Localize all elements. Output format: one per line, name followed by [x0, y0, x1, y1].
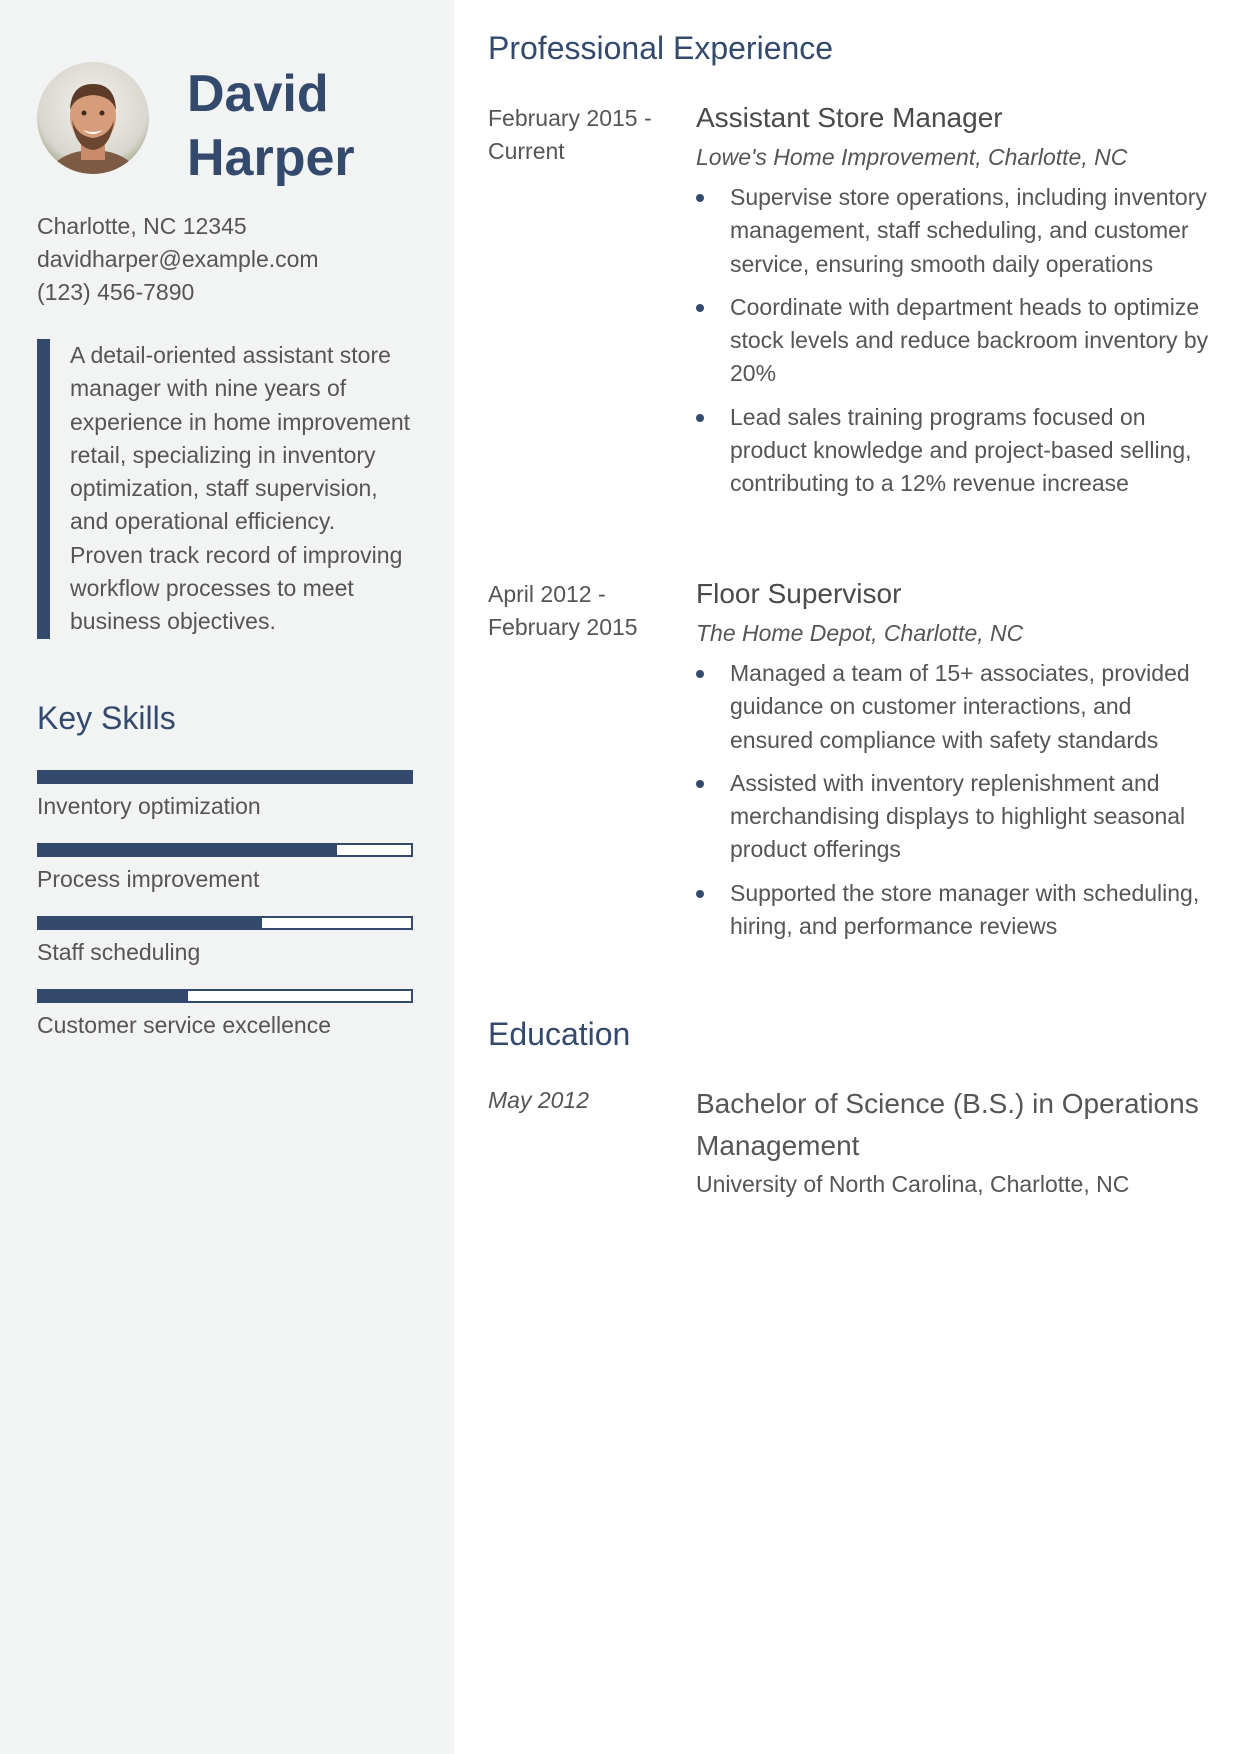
main-content: [454, 0, 1239, 1754]
education-body: [696, 1083, 1216, 1198]
first-name: David: [187, 65, 329, 123]
skill-item: [37, 843, 413, 916]
email[interactable]: davidharper@example.com: [37, 246, 319, 272]
profile-photo-icon: [37, 62, 149, 174]
skill-item: [37, 770, 413, 843]
job-bullet: Lead sales training programs focused on product knowledge and project-based selling, contributing to a 12% revenue increase: [696, 401, 1216, 501]
skill-label: Process improvement: [37, 866, 260, 892]
avatar: [37, 62, 149, 174]
job-bullets: [696, 181, 1216, 501]
education-date: May 2012: [488, 1087, 590, 1113]
address: Charlotte, NC 12345: [37, 213, 247, 239]
last-name: Harper: [187, 129, 355, 187]
job-title: Floor Supervisor: [696, 578, 902, 609]
job-body: [696, 102, 1216, 511]
skill-item: [37, 989, 413, 1062]
job-date: April 2012 - February 2015: [488, 581, 638, 640]
job-bullets: [696, 657, 1216, 943]
job-bullet: Managed a team of 15+ associates, provided guidance on customer interactions, and ensured compliance with safety standards: [696, 657, 1216, 757]
phone[interactable]: (123) 456-7890: [37, 279, 195, 305]
job-bullet: Supported the store manager with scheduling, hiring, and performance reviews: [696, 877, 1216, 944]
contact-info: [37, 210, 319, 309]
skill-bar-fill: [39, 845, 337, 855]
school: University of North Carolina, Charlotte, NC: [696, 1171, 1130, 1197]
skill-bar: [37, 843, 413, 857]
degree: Bachelor of Science (B.S.) in Operations Management: [696, 1088, 1199, 1161]
job-company: The Home Depot, Charlotte, NC: [696, 620, 1024, 646]
skill-label: Customer service excellence: [37, 1012, 332, 1038]
skill-bar-fill: [39, 918, 262, 928]
skills-list: [37, 770, 413, 1062]
sidebar: [0, 0, 454, 1754]
job-date: February 2015 - Current: [488, 105, 652, 164]
skill-item: [37, 916, 413, 989]
skill-label: Inventory optimization: [37, 793, 261, 819]
job-company: Lowe's Home Improvement, Charlotte, NC: [696, 144, 1128, 170]
skill-bar: [37, 770, 413, 784]
skill-label: Staff scheduling: [37, 939, 201, 965]
job-bullet: Supervise store operations, including inventory management, staff scheduling, and customer service, ensuring smooth daily operations: [696, 181, 1216, 281]
candidate-name: [187, 62, 437, 190]
job-bullet: Assisted with inventory replenishment and merchandising displays to highlight seasonal product offerings: [696, 767, 1216, 867]
skills-heading: Key Skills: [37, 700, 176, 736]
job-body: [696, 578, 1216, 953]
job-bullet: Coordinate with department heads to optimize stock levels and reduce backroom inventory by 20%: [696, 291, 1216, 391]
skill-bar: [37, 989, 413, 1003]
experience-heading: Professional Experience: [488, 30, 834, 66]
profile-summary: A detail-oriented assistant store manager with nine years of experience in home improvement retail, specializing in inventory optimization, staff supervision, and operational efficiency. Proven track record of improving workflow processes to meet business objectives.: [37, 339, 413, 639]
job-title: Assistant Store Manager: [696, 102, 1003, 133]
skill-bar-fill: [39, 772, 411, 782]
education-heading: Education: [488, 1016, 631, 1052]
skill-bar: [37, 916, 413, 930]
skill-bar-fill: [39, 991, 188, 1001]
